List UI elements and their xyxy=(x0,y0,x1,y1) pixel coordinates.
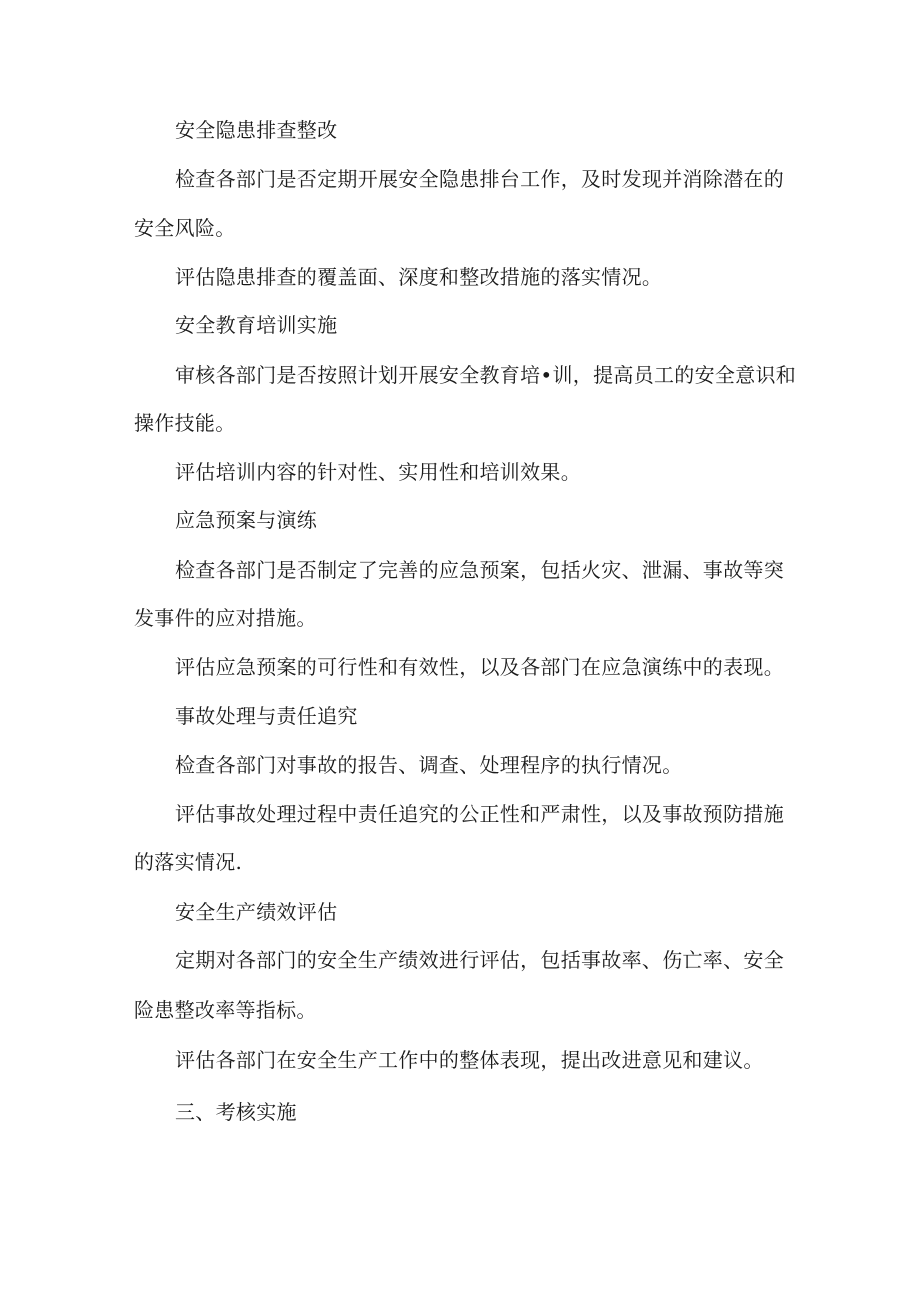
section-heading: 安全隐患排查整改 xyxy=(175,118,338,142)
paragraph-line: 的落实情况. xyxy=(134,850,243,874)
paragraph-line: 险患整改率等指标。 xyxy=(134,998,317,1022)
paragraph-line: 评估培训内容的针对性、实用性和培训效果。 xyxy=(175,460,581,484)
paragraph-line: 检查各部门对事故的报告、调查、处理程序的执行情况。 xyxy=(175,753,683,777)
paragraph-line: 安全风险。 xyxy=(134,216,236,240)
paragraph-line: 检查各部门是否制定了完善的应急预案，包括火灾、泄漏、事故等突 xyxy=(175,558,784,582)
paragraph-line: 评估事故处理过程中责任追究的公正性和严肃性，以及事故预防措施 xyxy=(175,802,784,826)
section-heading: 安全教育培训实施 xyxy=(175,313,338,337)
section-heading: 应急预案与演练 xyxy=(175,508,318,532)
paragraph-line: 定期对各部门的安全生产绩效进行评估，包括事故率、伤亡率、安全 xyxy=(175,948,784,972)
paragraph-line: 检查各部门是否定期开展安全隐患排台工作，及时发现并消除潜在的 xyxy=(175,167,784,191)
chapter-heading: 三、考核实施 xyxy=(175,1100,297,1124)
paragraph-line: 操作技能。 xyxy=(134,411,236,435)
section-heading: 事故处理与责任追究 xyxy=(175,704,358,728)
paragraph-line: 审核各部门是否按照计划开展安全教育培•训，提高员工的安全意识和 xyxy=(175,363,797,387)
paragraph-line: 发事件的应对措施。 xyxy=(134,606,317,630)
paragraph-line: 评估应急预案的可行性和有效性，以及各部门在应急演练中的表现。 xyxy=(175,655,784,679)
paragraph-line: 评估各部门在安全生产工作中的整体表现，提出改进意见和建议。 xyxy=(175,1048,764,1072)
paragraph-line: 评估隐患排查的覆盖面、深度和整改措施的落实情况。 xyxy=(175,265,663,289)
section-heading: 安全生产绩效评估 xyxy=(175,900,338,924)
